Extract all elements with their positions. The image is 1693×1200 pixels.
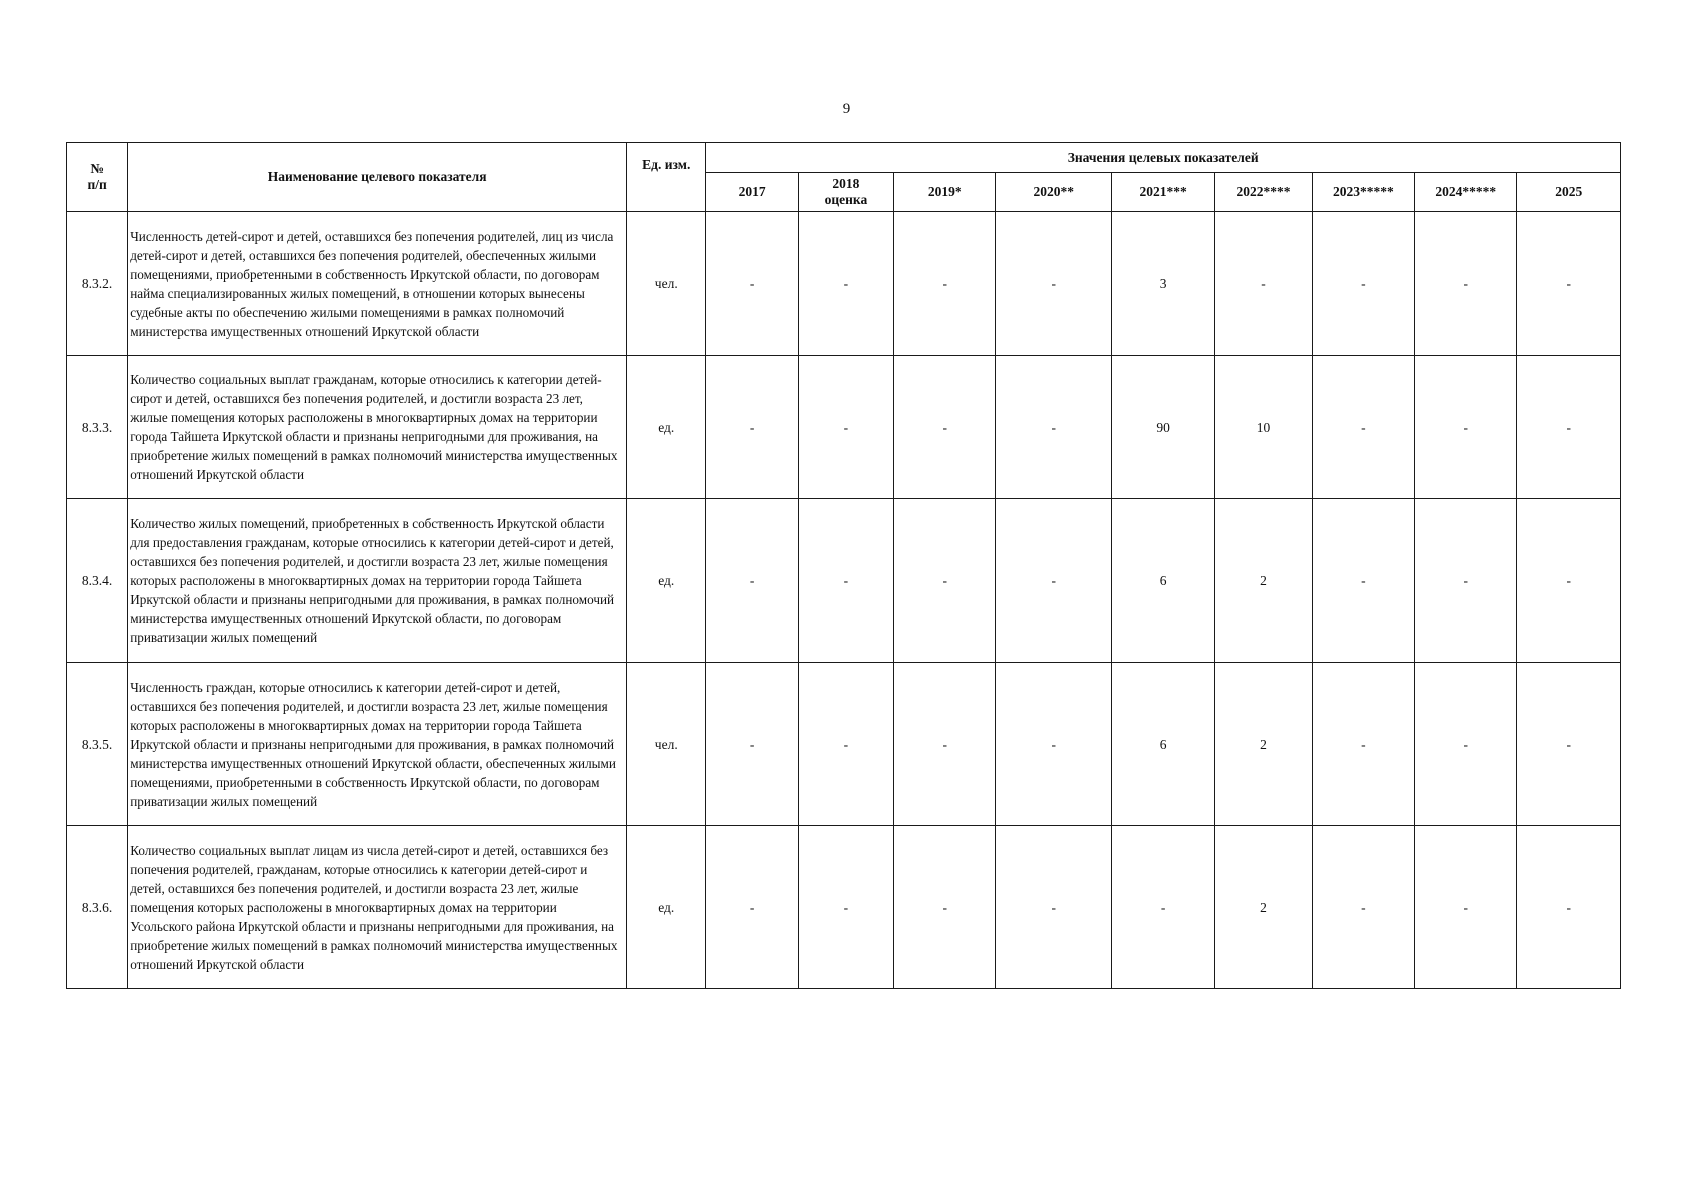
value-cell: - [1312, 826, 1414, 989]
header-year-label: 2022**** [1236, 184, 1291, 199]
value-cell: - [1517, 826, 1621, 989]
value-cell: - [1312, 663, 1414, 826]
header-values-group: Значения целевых показателей [706, 143, 1621, 173]
header-unit: Ед. изм. [627, 143, 706, 212]
header-year-3 [996, 173, 1111, 212]
header-num: № п/п [67, 143, 128, 212]
row-number: 8.3.3. [67, 356, 128, 499]
value-cell: - [1312, 499, 1414, 663]
value-cell: - [798, 212, 893, 356]
row-number: 8.3.5. [67, 663, 128, 826]
header-year-8 [1517, 173, 1621, 212]
value-cell: - [1517, 356, 1621, 499]
value-cell: - [798, 356, 893, 499]
table-body [67, 212, 1621, 989]
unit-cell: чел. [627, 663, 706, 826]
value-cell: - [894, 826, 996, 989]
indicator-name: Количество жилых помещений, приобретенных в собственность Иркутской области для предоставления гражданам, которые относились к категории детей-сирот и детей, оставшихся без попечения родителей, и достигли возраста 23 лет, жилые помещения которых расположены в многоквартирных домах на территории города Тайшета Иркутской области и признаны непригодными для проживания, в рамках полномочий министерства имущественных отношений Иркутской области, по договорам приватизации жилых помещений [128, 499, 627, 663]
value-cell: - [1415, 826, 1517, 989]
value-cell: - [1517, 663, 1621, 826]
unit-cell: ед. [627, 499, 706, 663]
value-cell: - [894, 663, 996, 826]
header-year-label: 2024***** [1435, 184, 1497, 199]
value-cell: - [798, 499, 893, 663]
value-cell: - [894, 212, 996, 356]
header-year-label: 2023***** [1332, 184, 1394, 199]
value-cell: - [996, 826, 1111, 989]
page-number: 9 [842, 101, 851, 117]
table-row [67, 212, 1621, 356]
value-cell: 10 [1215, 356, 1312, 499]
header-name: Наименование целевого показателя [128, 143, 627, 212]
value-cell: - [1312, 212, 1414, 356]
header-year-sublabel: оценка [824, 192, 868, 207]
header-year-label: 2020** [1033, 184, 1074, 199]
value-cell: - [996, 499, 1111, 663]
header-year-7 [1415, 173, 1517, 212]
table-row [67, 499, 1621, 663]
value-cell: - [1215, 212, 1312, 356]
value-cell: 6 [1111, 499, 1214, 663]
header-year-5 [1215, 173, 1312, 212]
indicator-name: Количество социальных выплат гражданам, которые относились к категории детей-сирот и детей, оставшихся без попечения родителей, и достигли возраста 23 лет, жилые помещения которых расположены в многоквартирных домах на территории города Тайшета Иркутской области и признаны непригодными для проживания, на приобретение жилых помещений в рамках полномочий министерства имущественных отношений Иркутской области [128, 356, 627, 499]
unit-cell: ед. [627, 826, 706, 989]
header-year-label: 2017 [738, 184, 766, 199]
indicator-name: Численность граждан, которые относились к категории детей-сирот и детей, оставшихся без попечения родителей, и достигли возраста 23 лет, жилые помещения которых расположены в многоквартирных домах на территории города Тайшета Иркутской области и признаны непригодными для проживания, в рамках полномочий министерства имущественных отношений Иркутской области, обеспеченных жилыми помещениями, приобретенными в собственность Иркутской области, по договорам приватизации жилых помещений [128, 663, 627, 826]
value-cell: - [1415, 499, 1517, 663]
header-year-label: 2021*** [1139, 184, 1187, 199]
value-cell: 2 [1215, 826, 1312, 989]
value-cell: - [1415, 356, 1517, 499]
value-cell: 2 [1215, 663, 1312, 826]
target-indicators-table [66, 142, 1621, 989]
value-cell: - [798, 663, 893, 826]
value-cell: 2 [1215, 499, 1312, 663]
indicator-name: Количество социальных выплат лицам из числа детей-сирот и детей, оставшихся без попечения родителей, гражданам, которые относились к категории детей-сирот и детей, оставшихся без попечения родителей, и достигли возраста 23 лет, жилые помещения которых расположены в многоквартирных домах на территории Усольского района Иркутской области и признаны непригодными для проживания, на приобретение жилых помещений в рамках полномочий министерства имущественных отношений Иркутской области [128, 826, 627, 989]
row-number: 8.3.4. [67, 499, 128, 663]
value-cell: - [1111, 826, 1214, 989]
value-cell: - [894, 499, 996, 663]
header-year-1 [798, 173, 893, 212]
row-number: 8.3.6. [67, 826, 128, 989]
value-cell: - [996, 663, 1111, 826]
value-cell: - [706, 826, 798, 989]
value-cell: - [1517, 212, 1621, 356]
value-cell: - [894, 356, 996, 499]
row-number: 8.3.2. [67, 212, 128, 356]
table-row [67, 356, 1621, 499]
value-cell: - [706, 499, 798, 663]
header-year-2 [894, 173, 996, 212]
header-year-label: 2018 [832, 176, 860, 191]
value-cell: - [996, 212, 1111, 356]
value-cell: 6 [1111, 663, 1214, 826]
table-row [67, 826, 1621, 989]
indicator-name: Численность детей-сирот и детей, оставшихся без попечения родителей, лиц из числа детей-сирот и детей, оставшихся без попечения родителей, обеспеченных жилыми помещениями, приобретенными в собственность Иркутской области, по договорам найма специализированных жилых помещений, в отношении которых вынесены судебные акты по обеспечению жилыми помещениями в рамках полномочий министерства имущественных отношений Иркутской области [128, 212, 627, 356]
header-year-label: 2019* [927, 184, 962, 199]
value-cell: - [996, 356, 1111, 499]
value-cell: 90 [1111, 356, 1214, 499]
header-year-label: 2025 [1555, 184, 1583, 199]
unit-cell: ед. [627, 356, 706, 499]
value-cell: - [706, 212, 798, 356]
value-cell: - [706, 356, 798, 499]
value-cell: - [1517, 499, 1621, 663]
value-cell: - [1415, 663, 1517, 826]
table-row [67, 663, 1621, 826]
header-year-6 [1312, 173, 1414, 212]
header-year-4 [1111, 173, 1214, 212]
value-cell: 3 [1111, 212, 1214, 356]
value-cell: - [798, 826, 893, 989]
value-cell: - [1312, 356, 1414, 499]
value-cell: - [1415, 212, 1517, 356]
unit-cell: чел. [627, 212, 706, 356]
header-year-0 [706, 173, 798, 212]
value-cell: - [706, 663, 798, 826]
